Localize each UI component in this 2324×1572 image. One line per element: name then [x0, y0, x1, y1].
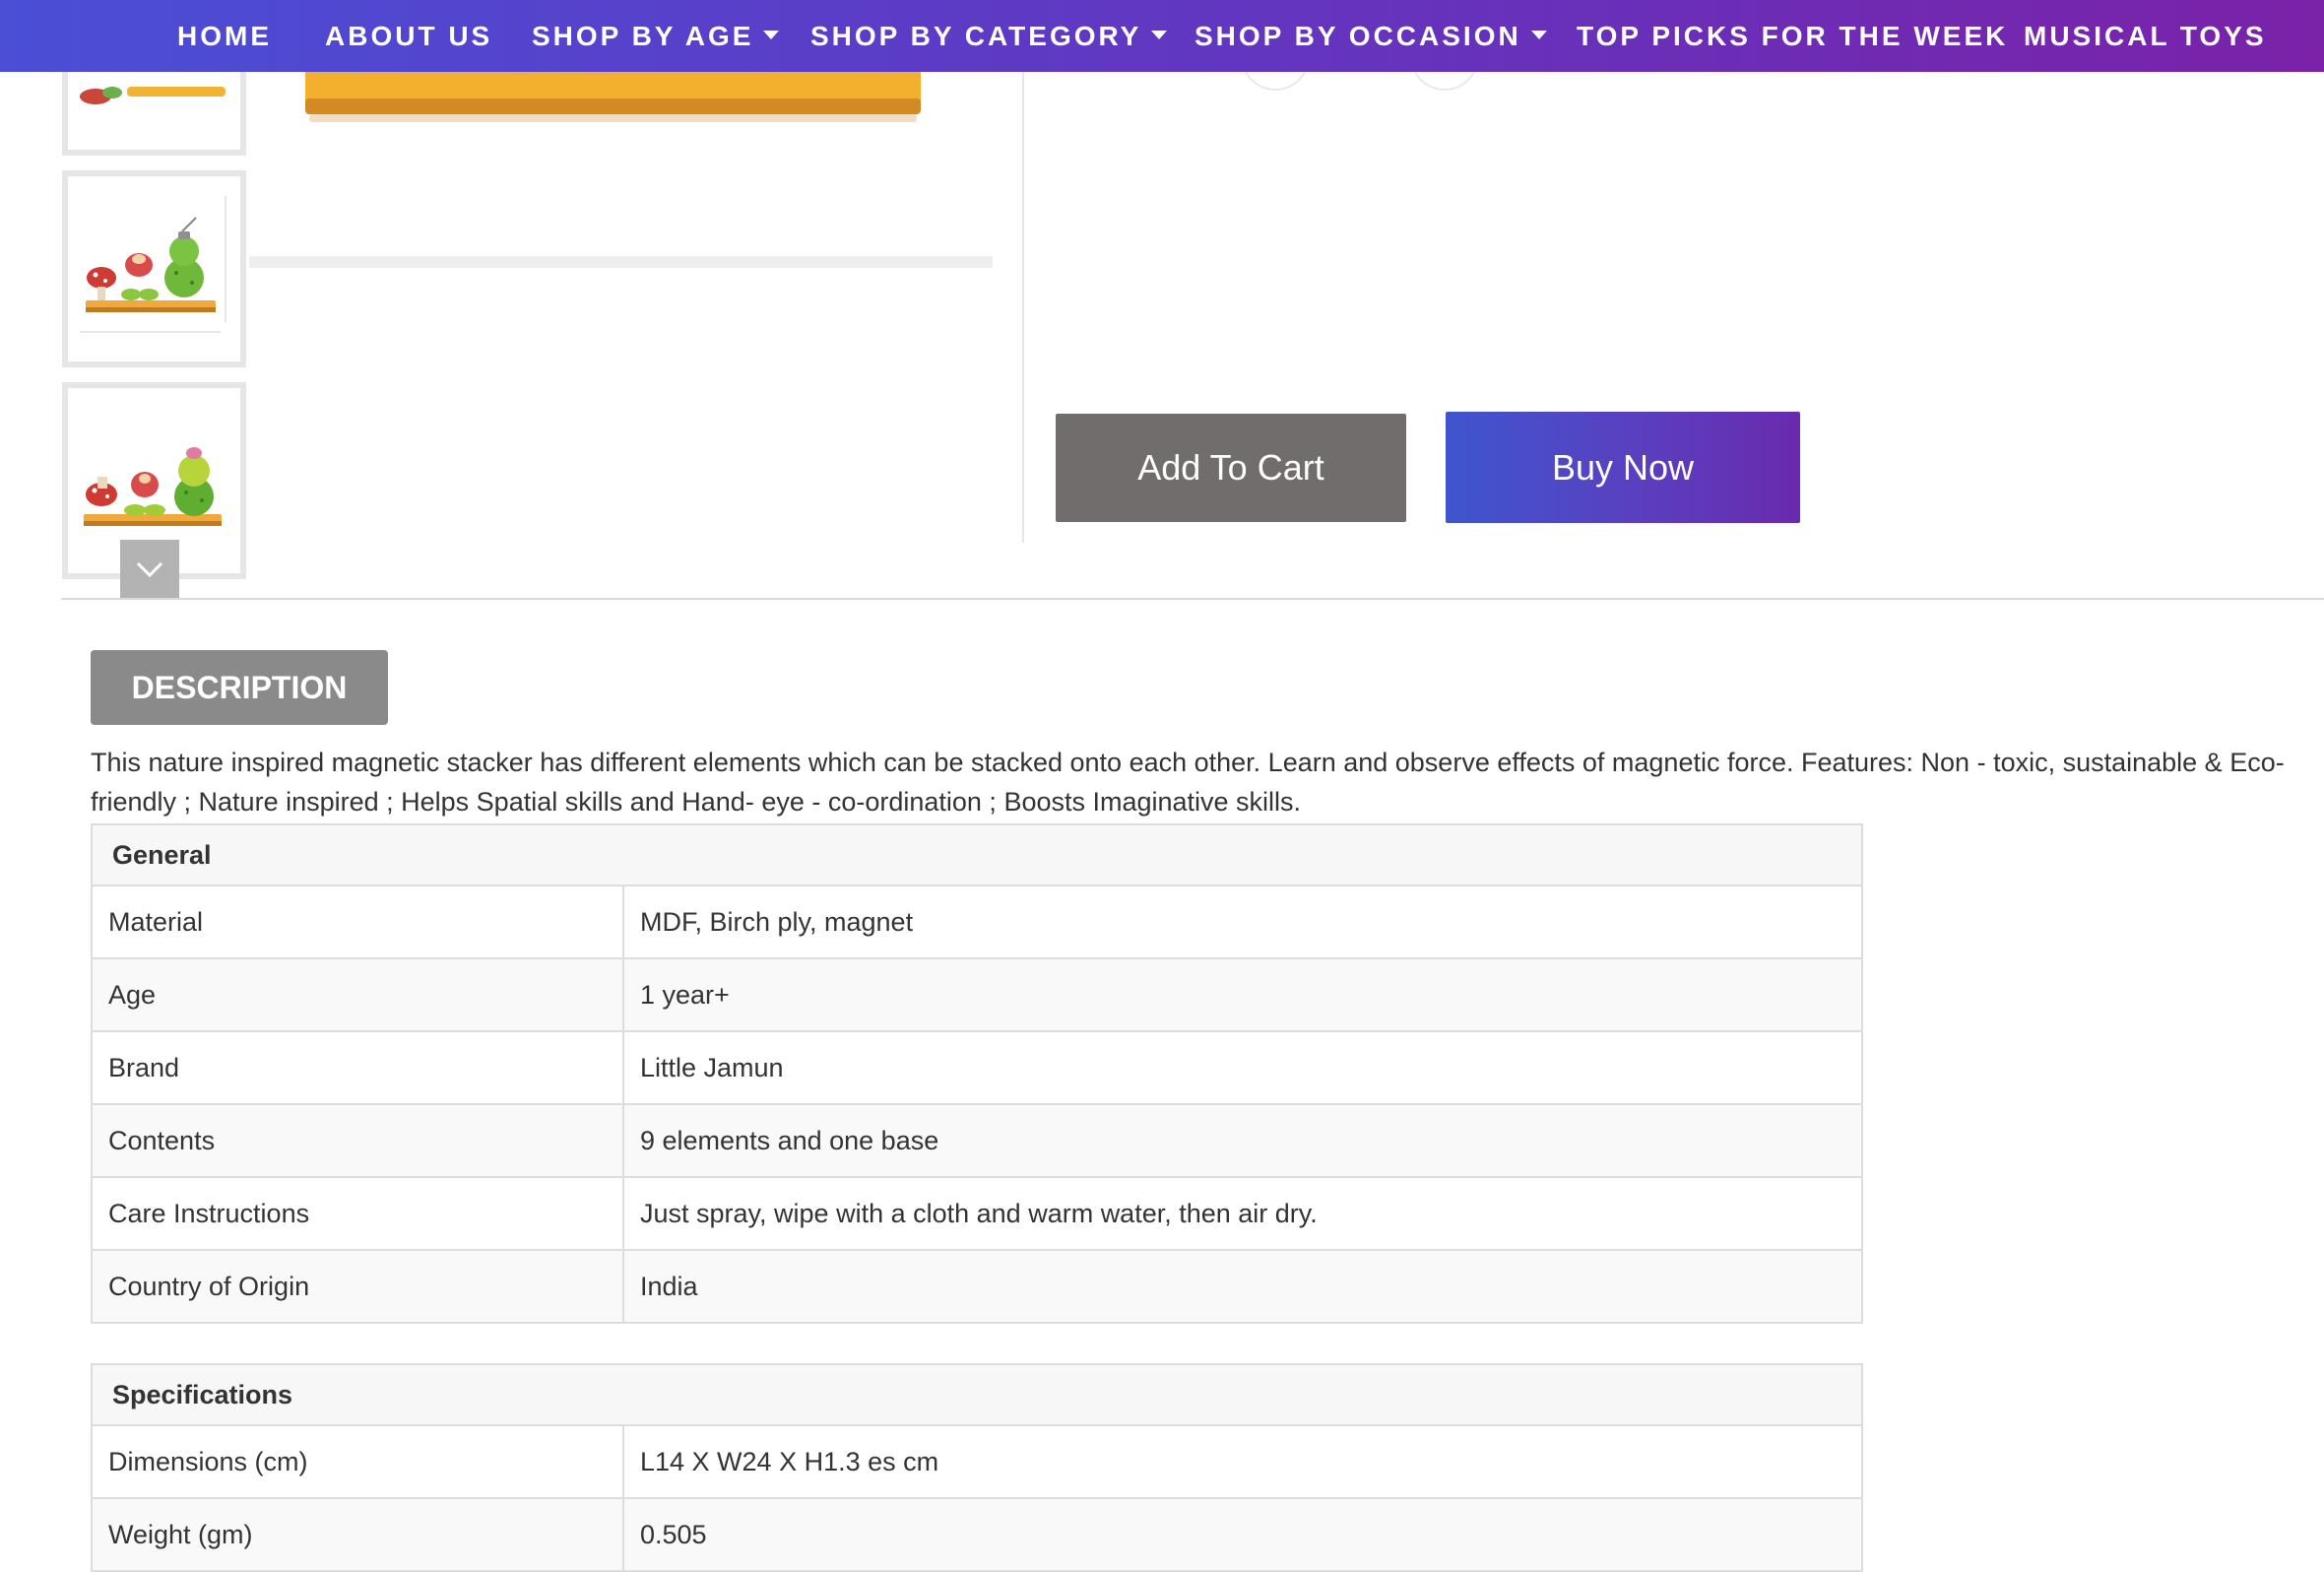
table-row [92, 1104, 1862, 1177]
nav-item-top-picks[interactable] [1577, 0, 2008, 72]
buy-now-button[interactable] [1446, 412, 1800, 523]
table-row [92, 885, 1862, 958]
row-value: L14 X W24 X H1.3 es cm [623, 1425, 1862, 1498]
general-table [91, 823, 1863, 1324]
table-row [92, 1498, 1862, 1571]
add-to-cart-label: Add To Cart [1137, 447, 1324, 488]
row-value: Just spray, wipe with a cloth and warm water, then air dry. [623, 1177, 1862, 1250]
nav-item-about-us[interactable] [325, 0, 492, 72]
row-label: Country of Origin [92, 1250, 623, 1323]
nav-item-label: SHOP BY AGE [532, 21, 754, 51]
row-label: Age [92, 958, 623, 1031]
product-thumbnail[interactable] [62, 170, 246, 367]
table-heading: General [92, 824, 1862, 885]
row-value: India [623, 1250, 1862, 1323]
product-description: This nature inspired magnetic stacker has different elements which can be stacked onto each other. Learn and observe effects of magnetic force. Features: Non - toxic, sustainable & Eco-friendly ; Nature inspired ; Helps Spatial skills and Hand- eye - co-ordination ; Boosts Imaginative skills. [91, 748, 2285, 817]
top-navigation [0, 0, 2324, 72]
table-row [92, 1031, 1862, 1104]
buy-now-label: Buy Now [1551, 446, 1695, 488]
nav-item-musical-toys[interactable] [2024, 0, 2267, 72]
row-label: Contents [92, 1104, 623, 1177]
nav-item-label: SHOP BY OCCASION [1194, 21, 1521, 51]
section-divider [61, 598, 2324, 600]
row-value: Little Jamun [623, 1031, 1862, 1104]
caret-down-icon [1151, 31, 1167, 39]
table-row [92, 1425, 1862, 1498]
row-label: Brand [92, 1031, 623, 1104]
nav-item-home[interactable] [177, 0, 272, 72]
row-value: 9 elements and one base [623, 1104, 1862, 1177]
row-label: Dimensions (cm) [92, 1425, 623, 1498]
specifications-table [91, 1363, 1863, 1572]
product-thumbnail-image [68, 176, 240, 361]
row-label: Material [92, 885, 623, 958]
nav-item-label: SHOP BY CATEGORY [810, 21, 1142, 51]
chevron-down-icon [135, 560, 164, 578]
thumbnail-scroll-down-button[interactable] [120, 540, 179, 599]
add-to-cart-button[interactable] [1056, 414, 1406, 522]
row-label: Care Instructions [92, 1177, 623, 1250]
caret-down-icon [763, 31, 779, 39]
image-scrollbar[interactable] [249, 256, 993, 268]
nav-item-label: MUSICAL TOYS [2024, 21, 2267, 51]
row-value: 1 year+ [623, 958, 1862, 1031]
caret-down-icon [1531, 31, 1547, 39]
row-value: 0.505 [623, 1498, 1862, 1571]
table-row [92, 1250, 1862, 1323]
tab-description[interactable] [91, 650, 388, 725]
column-divider [1022, 72, 1024, 543]
row-value: MDF, Birch ply, magnet [623, 885, 1862, 958]
table-row [92, 1177, 1862, 1250]
nav-item-shop-by-occasion[interactable] [1194, 0, 1547, 72]
table-row [92, 958, 1862, 1031]
nav-item-label: HOME [177, 21, 272, 51]
nav-item-shop-by-age[interactable] [532, 0, 779, 72]
nav-item-label: ABOUT US [325, 21, 493, 51]
tab-description-label: DESCRIPTION [131, 669, 348, 705]
table-heading: Specifications [92, 1364, 1862, 1425]
nav-item-shop-by-category[interactable] [810, 0, 1167, 72]
nav-item-label: TOP PICKS FOR THE WEEK [1577, 21, 2009, 51]
row-label: Weight (gm) [92, 1498, 623, 1571]
